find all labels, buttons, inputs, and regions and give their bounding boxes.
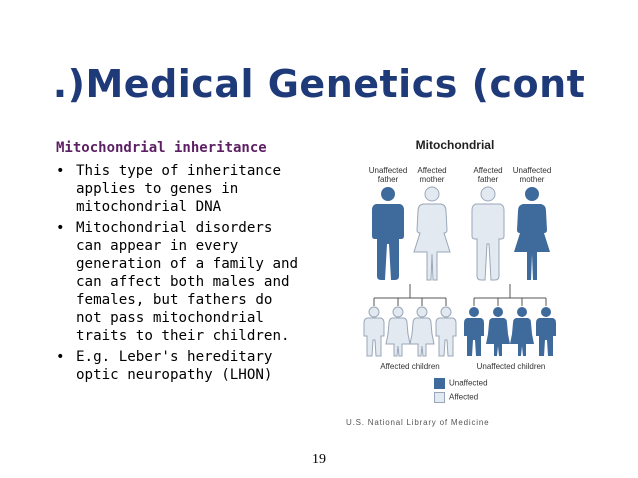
swatch-unaffected: [434, 378, 445, 389]
label-affected-mother: Affected mother: [417, 166, 447, 184]
unaffected-father-figure: [372, 187, 404, 280]
bullet-dot: •: [56, 163, 65, 179]
slide-title: .)Medical Genetics (cont: [52, 62, 586, 106]
legend-affected: Affected: [434, 392, 478, 403]
bullet-dot: •: [56, 349, 65, 365]
bullet-item: • Mitochondrial disorders can appear in every generation of a family and can affect both males and females, but fathers do not pass mitochondrial traits to their children.: [56, 220, 299, 344]
swatch-affected: [434, 392, 445, 403]
legend-unaffected: Unaffected: [434, 378, 488, 389]
label-unaffected-children: Unaffected children: [476, 362, 546, 371]
label-affected-father: Affected father: [473, 166, 503, 184]
affected-father-figure: [472, 187, 504, 280]
unaffected-mother-figure: [514, 187, 550, 280]
content-column: [56, 140, 306, 387]
affected-mother-figure: [414, 187, 450, 280]
label-affected-children: Affected children: [380, 362, 440, 371]
page-number: 19: [312, 452, 326, 467]
bullet-dot: •: [56, 220, 65, 236]
pedigree-lines-left: [374, 284, 446, 306]
image-credit: U.S. National Library of Medicine: [346, 418, 490, 427]
pedigree-lines-right: [474, 284, 546, 306]
bullet-item: • E.g. Leber's hereditary optic neuropathy (LHON): [56, 349, 273, 383]
label-unaffected-father: Unaffected father: [368, 166, 408, 184]
bullet-list: [56, 162, 306, 384]
figure-title: Mitochondrial: [415, 138, 495, 152]
bullet-item: • This type of inheritance applies to genes in mitochondrial DNA: [56, 163, 281, 215]
label-unaffected-mother: Unaffected mother: [512, 166, 552, 184]
pedigree-figure: [340, 138, 570, 428]
subheading: Mitochondrial inheritance: [56, 140, 267, 156]
